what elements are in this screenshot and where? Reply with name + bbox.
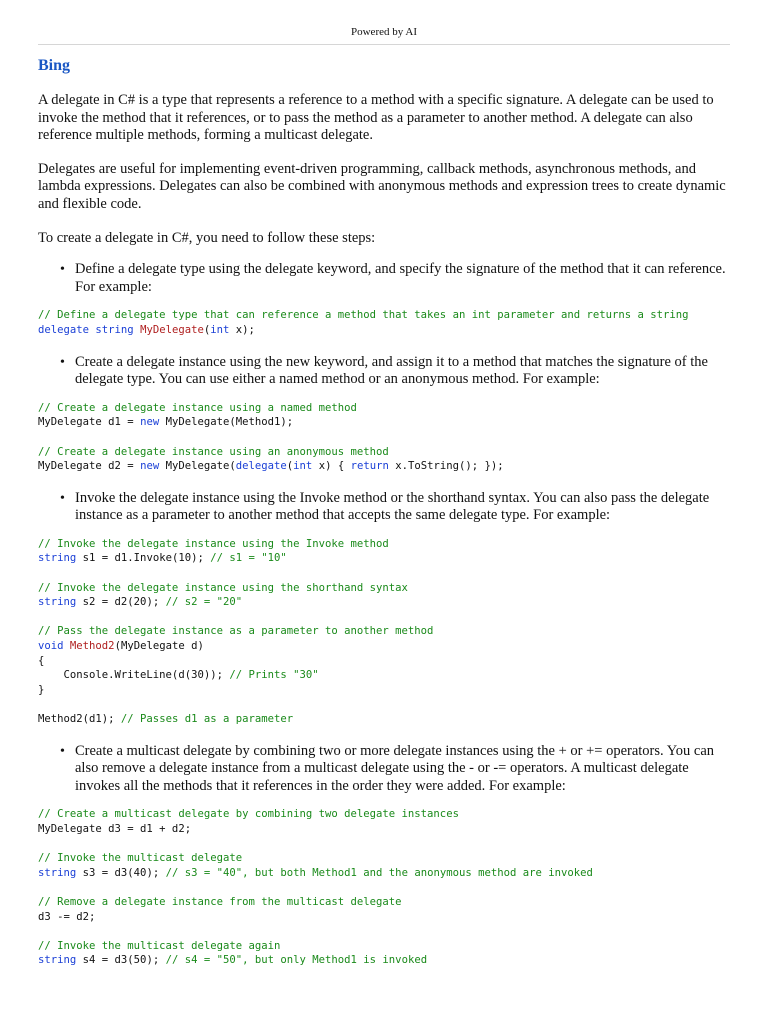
code-block-define: [38, 308, 730, 337]
code-comment: // s4 = "50", but only Method1 is invoked: [165, 954, 428, 967]
code-keyword: int: [210, 323, 230, 336]
code-text: s4 = d3(50);: [76, 954, 166, 967]
code-text: d3 -= d2;: [38, 910, 96, 923]
code-comment: // Invoke the multicast delegate again: [38, 939, 281, 952]
code-text: }: [38, 683, 45, 696]
code-text: s3 = d3(40);: [76, 866, 166, 879]
code-text: Console.WriteLine(d(30));: [38, 669, 230, 682]
code-text: MyDelegate d1 =: [38, 416, 141, 429]
code-keyword: string: [38, 954, 77, 967]
intro-paragraph-3: To create a delegate in C#, you need to follow these steps:: [38, 229, 376, 246]
code-block-multicast: [38, 807, 730, 968]
step-3: • Invoke the delegate instance using the Invoke method or the shorthand syntax. You can also pass the delegate instance as a parameter to another method that accepts the same delegate type. For example:: [38, 490, 730, 525]
code-text: x) {: [312, 460, 351, 473]
code-keyword: string: [38, 552, 77, 565]
code-keyword: string: [95, 323, 134, 336]
code-keyword: new: [140, 460, 160, 473]
code-text: (: [203, 323, 211, 336]
code-text: {: [38, 654, 45, 667]
step-2: • Create a delegate instance using the new keyword, and assign it to a method that matches the signature of the delegate type. You can use either a named method or an anonymous method. For example:: [38, 354, 730, 389]
code-comment: // Passes d1 as a parameter: [120, 713, 294, 725]
code-comment: // Create a multicast delegate by combining two delegate instances: [38, 808, 459, 821]
code-comment: // s2 = "20": [165, 596, 243, 609]
step-4: • Create a multicast delegate by combining two or more delegate instances using the + or += operators. You can also remove a delegate instance from a multicast delegate using the - or -= operators. A multicast delegate invokes all the methods that it references in the order they were added. For example:: [38, 743, 730, 796]
code-block-invoke: [38, 537, 730, 727]
steps-list-2: [38, 354, 730, 389]
steps-list-1: [38, 261, 730, 296]
code-keyword: int: [293, 460, 313, 473]
page-header: Powered by AI: [38, 26, 730, 45]
code-text: MyDelegate(: [159, 460, 236, 473]
code-comment: // Create a delegate instance using an anonymous method: [38, 445, 389, 458]
code-comment: // Invoke the delegate instance using the shorthand syntax: [38, 581, 408, 594]
code-comment: // Invoke the delegate instance using the Invoke method: [38, 537, 389, 550]
code-keyword: string: [38, 596, 77, 609]
code-text: x);: [229, 323, 255, 336]
code-text: MyDelegate d3 = d1 + d2;: [38, 822, 192, 835]
code-comment: // Define a delegate type that can reference a method that takes an int parameter and returns a string: [38, 309, 689, 322]
code-keyword: string: [38, 866, 77, 879]
code-text: MyDelegate(Method1);: [159, 416, 294, 429]
code-comment: // Prints "30": [229, 669, 319, 682]
code-text: MyDelegate d2 =: [38, 460, 141, 473]
answer-content: [38, 92, 730, 968]
code-keyword: void: [38, 640, 64, 653]
code-comment: // Pass the delegate instance as a parameter to another method: [38, 625, 434, 638]
step-1: • Define a delegate type using the delegate keyword, and specify the signature of the method that it can reference. For example:: [38, 261, 730, 296]
code-text: (MyDelegate d): [114, 640, 204, 653]
code-text: s2 = d2(20);: [76, 596, 166, 609]
code-identifier: Method2: [69, 640, 115, 653]
code-comment: // Invoke the multicast delegate: [38, 852, 243, 865]
code-block-instance: [38, 401, 730, 474]
code-text: Method2(d1);: [38, 713, 121, 725]
source-title: Bing: [38, 57, 71, 74]
code-text: s1 = d1.Invoke(10);: [76, 552, 211, 565]
code-keyword: new: [140, 416, 160, 429]
intro-paragraph-2: Delegates are useful for implementing event-driven programming, callback methods, asynchronous methods, and lambda expressions. Delegates can also be combined with anonymous methods and expression trees to create dynamic and flexible code.: [38, 160, 726, 212]
intro-paragraph-1: A delegate in C# is a type that represents a reference to a method with a specific signature. A delegate can be used to invoke the method that it references, or to pass the method as a parameter to another method. A delegate can also reference multiple methods, forming a multicast delegate.: [38, 92, 714, 144]
code-text: (: [286, 460, 294, 473]
steps-list-3: [38, 490, 730, 525]
code-keyword: delegate: [38, 323, 90, 336]
code-comment: // s1 = "10": [210, 552, 287, 565]
code-keyword: return: [350, 460, 389, 473]
code-comment: // Remove a delegate instance from the multicast delegate: [38, 895, 402, 908]
code-comment: // s3 = "40", but both Method1 and the anonymous method are invoked: [165, 866, 593, 879]
code-text: x.ToString(); });: [388, 460, 504, 473]
code-keyword: delegate: [235, 460, 287, 473]
code-identifier: MyDelegate: [140, 323, 204, 336]
steps-list-4: [38, 743, 730, 796]
code-comment: // Create a delegate instance using a named method: [38, 401, 357, 414]
